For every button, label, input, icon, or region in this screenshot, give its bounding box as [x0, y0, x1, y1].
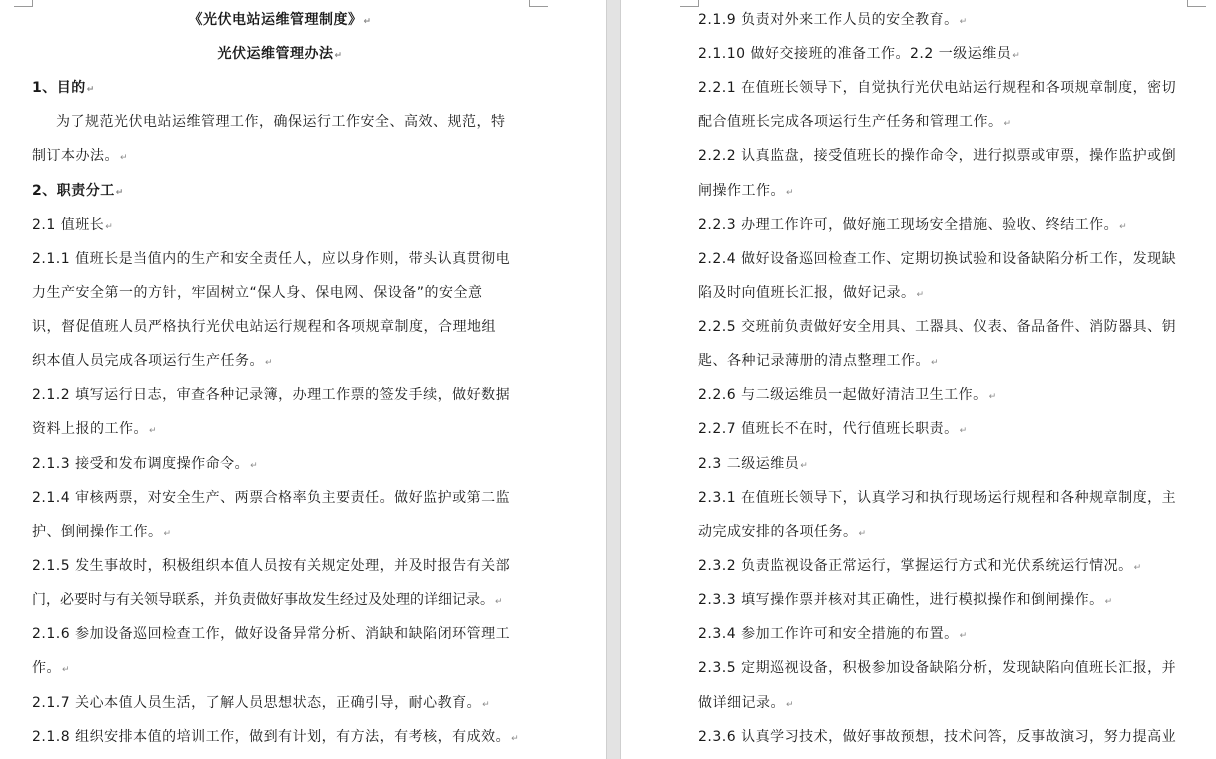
- text-line[interactable]: 动完成安排的各项任务。↵: [698, 524, 867, 540]
- paragraph-mark: ↵: [1133, 563, 1142, 573]
- paragraph-mark: ↵: [334, 51, 343, 61]
- text-line[interactable]: 为了规范光伏电站运维管理工作，确保运行工作安全、高效、规范，特: [56, 114, 506, 130]
- text-line[interactable]: 2.3.3 填写操作票并核对其正确性，进行模拟操作和倒闸操作。↵: [698, 592, 1113, 608]
- paragraph-mark: ↵: [482, 700, 491, 710]
- paragraph-mark: ↵: [62, 665, 71, 675]
- paragraph-mark: ↵: [858, 529, 867, 539]
- text-line[interactable]: 2.1.1 值班长是当值内的生产和安全责任人，应以身作则，带头认真贯彻电: [32, 251, 511, 267]
- text-line[interactable]: 门，必要时与有关领导联系，并负责做好事故发生经过及处理的详细记录。↵: [32, 592, 503, 608]
- page-gutter: [606, 0, 621, 759]
- text-line[interactable]: 匙、各种记录薄册的清点整理工作。↵: [698, 353, 940, 369]
- text-line[interactable]: 2.1.5 发生事故时，积极组织本值人员按有关规定处理，并及时报告有关部: [32, 558, 511, 574]
- section-heading[interactable]: 2、职责分工↵: [32, 183, 124, 199]
- paragraph-mark: ↵: [1012, 51, 1021, 61]
- text-line[interactable]: 2.1.7 关心本值人员生活，了解人员思想状态，正确引导，耐心教育。↵: [32, 695, 491, 711]
- text-line[interactable]: 护、倒闸操作工作。↵: [32, 524, 172, 540]
- paragraph-mark: ↵: [363, 17, 372, 27]
- paragraph-mark: ↵: [786, 188, 795, 198]
- text-line[interactable]: 2.2.2 认真监盘，接受值班长的操作命令，进行拟票或审票，操作监护或倒: [698, 148, 1177, 164]
- text-line[interactable]: 2.1.2 填写运行日志，审查各种记录簿，办理工作票的签发手续，做好数据: [32, 387, 511, 403]
- section-heading[interactable]: 1、目的↵: [32, 80, 95, 96]
- paragraph-mark: ↵: [988, 392, 997, 402]
- text-line[interactable]: 2.1 值班长↵: [32, 217, 114, 233]
- text-line[interactable]: 2.3.2 负责监视设备正常运行，掌握运行方式和光伏系统运行情况。↵: [698, 558, 1142, 574]
- text-line[interactable]: 2.1.8 组织安排本值的培训工作，做到有计划，有方法，有考核，有成效。↵: [32, 729, 520, 745]
- page-corner-mark: [529, 0, 548, 7]
- document-subtitle[interactable]: 光伏运维管理办法↵: [217, 46, 343, 62]
- text-line[interactable]: 资料上报的工作。↵: [32, 421, 158, 437]
- paragraph-mark: ↵: [931, 358, 940, 368]
- paragraph-mark: ↵: [1003, 119, 1012, 129]
- text-line[interactable]: 配合值班长完成各项运行生产任务和管理工作。↵: [698, 114, 1012, 130]
- text-line[interactable]: 2.1.3 接受和发布调度操作命令。↵: [32, 456, 259, 472]
- text-line[interactable]: 2.2.5 交班前负责做好安全用具、工器具、仪表、备品备件、消防器具、钥: [698, 319, 1177, 335]
- paragraph-mark: ↵: [1119, 222, 1128, 232]
- text-line[interactable]: 作。↵: [32, 660, 71, 676]
- text-line[interactable]: 2.3.1 在值班长领导下，认真学习和执行现场运行规程和各种规章制度，主: [698, 490, 1177, 506]
- text-line[interactable]: 2.1.10 做好交接班的准备工作。2.2 一级运维员↵: [698, 46, 1021, 62]
- text-line[interactable]: 2.3.5 定期巡视设备，积极参加设备缺陷分析，发现缺陷向值班长汇报，并: [698, 660, 1177, 676]
- paragraph-mark: ↵: [495, 597, 503, 607]
- text-line[interactable]: 2.1.9 负责对外来工作人员的安全教育。↵: [698, 12, 968, 28]
- text-line[interactable]: 做详细记录。↵: [698, 695, 795, 711]
- paragraph-mark: ↵: [149, 426, 158, 436]
- paragraph-mark: ↵: [105, 222, 114, 232]
- text-line[interactable]: 2.3.4 参加工作许可和安全措施的布置。↵: [698, 626, 968, 642]
- paragraph-mark: ↵: [86, 85, 95, 95]
- text-line[interactable]: 2.2.1 在值班长领导下，自觉执行光伏电站运行规程和各项规章制度，密切: [698, 80, 1177, 96]
- paragraph-mark: ↵: [250, 461, 259, 471]
- paragraph-mark: ↵: [959, 631, 968, 641]
- text-line[interactable]: 2.2.3 办理工作许可，做好施工现场安全措施、验收、终结工作。↵: [698, 217, 1128, 233]
- text-line[interactable]: 2.2.6 与二级运维员一起做好清洁卫生工作。↵: [698, 387, 997, 403]
- text-line[interactable]: 陷及时向值班长汇报，做好记录。↵: [698, 285, 925, 301]
- text-line[interactable]: 2.1.4 审核两票，对安全生产、两票合格率负主要责任。做好监护或第二监: [32, 490, 511, 506]
- text-line[interactable]: 力生产安全第一的方针，牢固树立“保人身、保电网、保设备”的安全意: [32, 285, 483, 301]
- text-line[interactable]: 制订本办法。↵: [32, 148, 129, 164]
- text-line[interactable]: 2.2.7 值班长不在时，代行值班长职责。↵: [698, 421, 968, 437]
- paragraph-mark: ↵: [916, 290, 925, 300]
- paragraph-mark: ↵: [959, 426, 968, 436]
- page-corner-mark: [14, 0, 33, 7]
- text-line[interactable]: 识，督促值班人员严格执行光伏电站运行规程和各项规章制度，合理地组: [32, 319, 496, 335]
- text-line[interactable]: 2.3 二级运维员↵: [698, 456, 809, 472]
- paragraph-mark: ↵: [265, 358, 274, 368]
- paragraph-mark: ↵: [800, 461, 809, 471]
- paragraph-mark: ↵: [163, 529, 172, 539]
- page-corner-mark: [680, 0, 699, 7]
- paragraph-mark: ↵: [511, 734, 520, 744]
- text-line[interactable]: 2.3.6 认真学习技术，做好事故预想，技术问答，反事故演习，努力提高业: [698, 729, 1177, 745]
- document-page-right: [621, 0, 1216, 759]
- document-title[interactable]: 《光伏电站运维管理制度》↵: [188, 12, 372, 28]
- paragraph-mark: ↵: [786, 700, 795, 710]
- paragraph-mark: ↵: [115, 188, 124, 198]
- text-line[interactable]: 织本值人员完成各项运行生产任务。↵: [32, 353, 274, 369]
- text-line[interactable]: 2.1.6 参加设备巡回检查工作，做好设备异常分析、消缺和缺陷闭环管理工: [32, 626, 511, 642]
- paragraph-mark: ↵: [120, 153, 129, 163]
- paragraph-mark: ↵: [1104, 597, 1113, 607]
- text-line[interactable]: 2.2.4 做好设备巡回检查工作、定期切换试验和设备缺陷分析工作，发现缺: [698, 251, 1177, 267]
- text-line[interactable]: 闸操作工作。↵: [698, 183, 795, 199]
- page-corner-mark: [1187, 0, 1206, 7]
- document-page-left: [0, 0, 606, 759]
- paragraph-mark: ↵: [959, 17, 968, 27]
